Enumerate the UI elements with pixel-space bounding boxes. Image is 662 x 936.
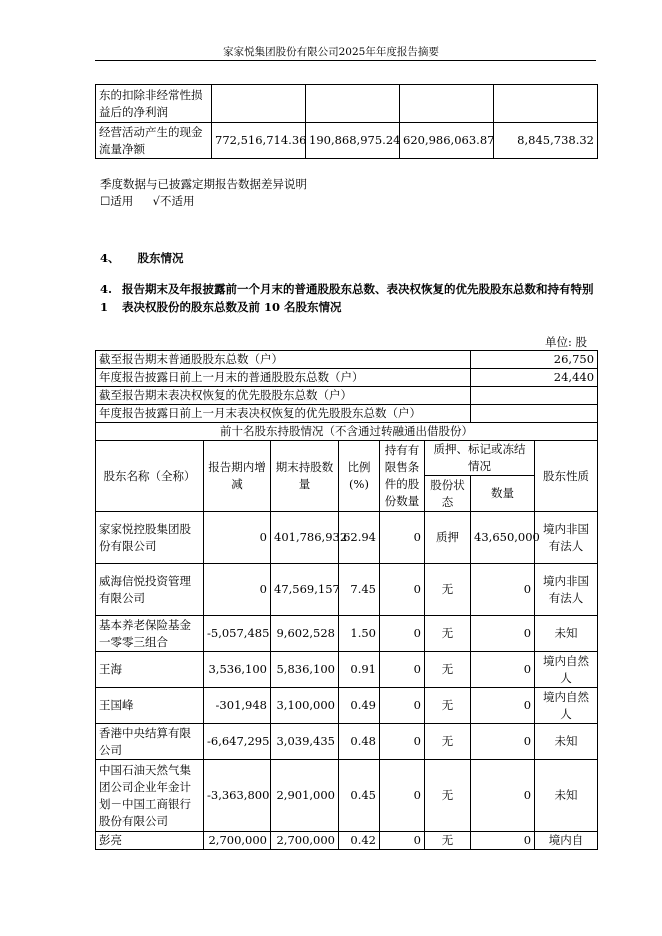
shareholder-held: 401,786,932 xyxy=(271,512,339,564)
shareholder-change: -3,363,800 xyxy=(204,760,271,832)
section-number: 4、 xyxy=(100,251,120,265)
shareholder-ratio: 0.91 xyxy=(339,652,380,688)
shareholder-held: 2,700,000 xyxy=(271,832,339,850)
shareholder-name: 基本养老保险基金一零零三组合 xyxy=(96,616,204,652)
section-title: 股东情况 xyxy=(137,251,184,265)
header-restricted: 持有有限售条件的股份数量 xyxy=(380,441,425,512)
shareholder-nature: 未知 xyxy=(535,616,598,652)
shareholder-nature: 境内非国有法人 xyxy=(535,512,598,564)
applicability-options xyxy=(100,193,194,209)
section-number: 4. 1 xyxy=(100,282,113,314)
shareholder-nature: 境内自然人 xyxy=(535,688,598,724)
shareholder-held: 9,602,528 xyxy=(271,616,339,652)
shareholder-restricted: 0 xyxy=(380,512,425,564)
shareholder-nature: 境内自然人 xyxy=(535,652,598,688)
table-cell xyxy=(212,85,306,123)
table-row xyxy=(96,688,598,724)
header-held: 期末持股数量 xyxy=(271,441,339,512)
pledge-status: 无 xyxy=(425,616,471,652)
shareholder-ratio: 0.42 xyxy=(339,832,380,850)
top10-caption: 前十名股东持股情况（不含通过转融通出借股份） xyxy=(96,423,598,441)
pledge-qty: 0 xyxy=(471,724,535,760)
pledge-status: 无 xyxy=(425,760,471,832)
shareholder-ratio: 7.45 xyxy=(339,564,380,616)
table-cell: 8,845,738.32 xyxy=(494,123,598,159)
table-row xyxy=(96,564,598,616)
shareholder-restricted: 0 xyxy=(380,724,425,760)
shareholder-name: 香港中央结算有限公司 xyxy=(96,724,204,760)
shareholder-nature: 未知 xyxy=(535,760,598,832)
shareholder-restricted: 0 xyxy=(380,832,425,850)
shareholder-name: 王国峰 xyxy=(96,688,204,724)
shareholder-change: -301,948 xyxy=(204,688,271,724)
header-pledge-status: 股份状态 xyxy=(425,476,471,512)
pledge-status: 质押 xyxy=(425,512,471,564)
summary-row xyxy=(96,351,598,369)
pledge-qty: 43,650,000 xyxy=(471,512,535,564)
summary-value xyxy=(471,387,598,405)
difference-note: 季度数据与已披露定期报告数据差异说明 xyxy=(100,177,307,191)
summary-value xyxy=(471,405,598,423)
quarterly-data-table xyxy=(95,84,598,159)
table-cell: 772,516,714.36 xyxy=(212,123,306,159)
summary-label: 年度报告披露日前上一月末表决权恢复的优先股股东总数（户） xyxy=(96,405,471,423)
shareholder-held: 3,039,435 xyxy=(271,724,339,760)
shareholder-change: 0 xyxy=(204,512,271,564)
shareholder-name: 彭亮 xyxy=(96,832,204,850)
shareholder-change: -5,057,485 xyxy=(204,616,271,652)
shareholder-change: 0 xyxy=(204,564,271,616)
shareholder-table xyxy=(95,350,598,850)
pledge-qty: 0 xyxy=(471,564,535,616)
option-not-applicable: √不适用 xyxy=(152,194,195,208)
shareholder-restricted: 0 xyxy=(380,688,425,724)
pledge-status: 无 xyxy=(425,724,471,760)
table-row xyxy=(96,724,598,760)
header-pledge-group: 质押、标记或冻结情况 xyxy=(425,441,535,476)
shareholder-change: 3,536,100 xyxy=(204,652,271,688)
summary-row xyxy=(96,387,598,405)
pledge-qty: 0 xyxy=(471,832,535,850)
header-name: 股东名称（全称） xyxy=(96,441,204,512)
option-applicable: ☐适用 xyxy=(100,194,134,208)
row-label: 东的扣除非经常性损益后的净利润 xyxy=(96,85,212,123)
summary-label: 年度报告披露日前上一月末的普通股股东总数（户） xyxy=(96,369,471,387)
pledge-status: 无 xyxy=(425,652,471,688)
summary-row xyxy=(96,405,598,423)
table-row xyxy=(96,652,598,688)
summary-value: 24,440 xyxy=(471,369,598,387)
header-change: 报告期内增减 xyxy=(204,441,271,512)
shareholder-nature: 未知 xyxy=(535,724,598,760)
shareholder-change: -6,647,295 xyxy=(204,724,271,760)
shareholder-name: 威海信悦投资管理有限公司 xyxy=(96,564,204,616)
shareholder-held: 3,100,000 xyxy=(271,688,339,724)
shareholder-ratio: 62.94 xyxy=(339,512,380,564)
pledge-qty: 0 xyxy=(471,760,535,832)
table-caption-row xyxy=(96,423,598,441)
shareholder-held: 2,901,000 xyxy=(271,760,339,832)
section-4-heading xyxy=(100,250,184,266)
table-cell xyxy=(400,85,494,123)
shareholder-ratio: 0.45 xyxy=(339,760,380,832)
table-row xyxy=(96,832,598,850)
table-row xyxy=(96,123,598,159)
shareholder-ratio: 0.49 xyxy=(339,688,380,724)
shareholder-name: 王海 xyxy=(96,652,204,688)
pledge-qty: 0 xyxy=(471,616,535,652)
shareholder-held: 5,836,100 xyxy=(271,652,339,688)
shareholder-held: 47,569,157 xyxy=(271,564,339,616)
table-row xyxy=(96,85,598,123)
pledge-qty: 0 xyxy=(471,652,535,688)
table-row xyxy=(96,616,598,652)
row-label: 经营活动产生的现金流量净额 xyxy=(96,123,212,159)
shareholder-restricted: 0 xyxy=(380,652,425,688)
header-nature: 股东性质 xyxy=(535,441,598,512)
shareholder-restricted: 0 xyxy=(380,564,425,616)
section-4-1-heading xyxy=(100,280,600,316)
shareholder-name: 中国石油天然气集团公司企业年金计划－中国工商银行股份有限公司 xyxy=(96,760,204,832)
table-cell xyxy=(494,85,598,123)
shareholder-nature: 境内自 xyxy=(535,832,598,850)
header-ratio: 比例(%) xyxy=(339,441,380,512)
summary-row xyxy=(96,369,598,387)
table-cell: 620,986,063.87 xyxy=(400,123,494,159)
shareholder-restricted: 0 xyxy=(380,616,425,652)
shareholder-ratio: 1.50 xyxy=(339,616,380,652)
shareholder-restricted: 0 xyxy=(380,760,425,832)
header-rule xyxy=(95,60,596,61)
header-row xyxy=(96,441,598,476)
summary-label: 截至报告期末表决权恢复的优先股股东总数（户） xyxy=(96,387,471,405)
shareholder-ratio: 0.48 xyxy=(339,724,380,760)
header-pledge-qty: 数量 xyxy=(471,476,535,512)
table-cell xyxy=(306,85,400,123)
page-header: 家家悦集团股份有限公司2025年年度报告摘要 xyxy=(223,46,439,58)
table-row xyxy=(96,512,598,564)
summary-value: 26,750 xyxy=(471,351,598,369)
table-row xyxy=(96,760,598,832)
pledge-status: 无 xyxy=(425,564,471,616)
shareholder-change: 2,700,000 xyxy=(204,832,271,850)
pledge-status: 无 xyxy=(425,832,471,850)
pledge-qty: 0 xyxy=(471,688,535,724)
shareholder-nature: 境内非国有法人 xyxy=(535,564,598,616)
section-title: 报告期末及年报披露前一个月末的普通股股东总数、表决权恢复的优先股股东总数和持有特别表决权股份的股东总数及前 10 名股东情况 xyxy=(122,282,594,314)
shareholder-name: 家家悦控股集团股份有限公司 xyxy=(96,512,204,564)
table-cell: 190,868,975.24 xyxy=(306,123,400,159)
unit-label: 单位: 股 xyxy=(545,335,588,349)
summary-label: 截至报告期末普通股股东总数（户） xyxy=(96,351,471,369)
pledge-status: 无 xyxy=(425,688,471,724)
